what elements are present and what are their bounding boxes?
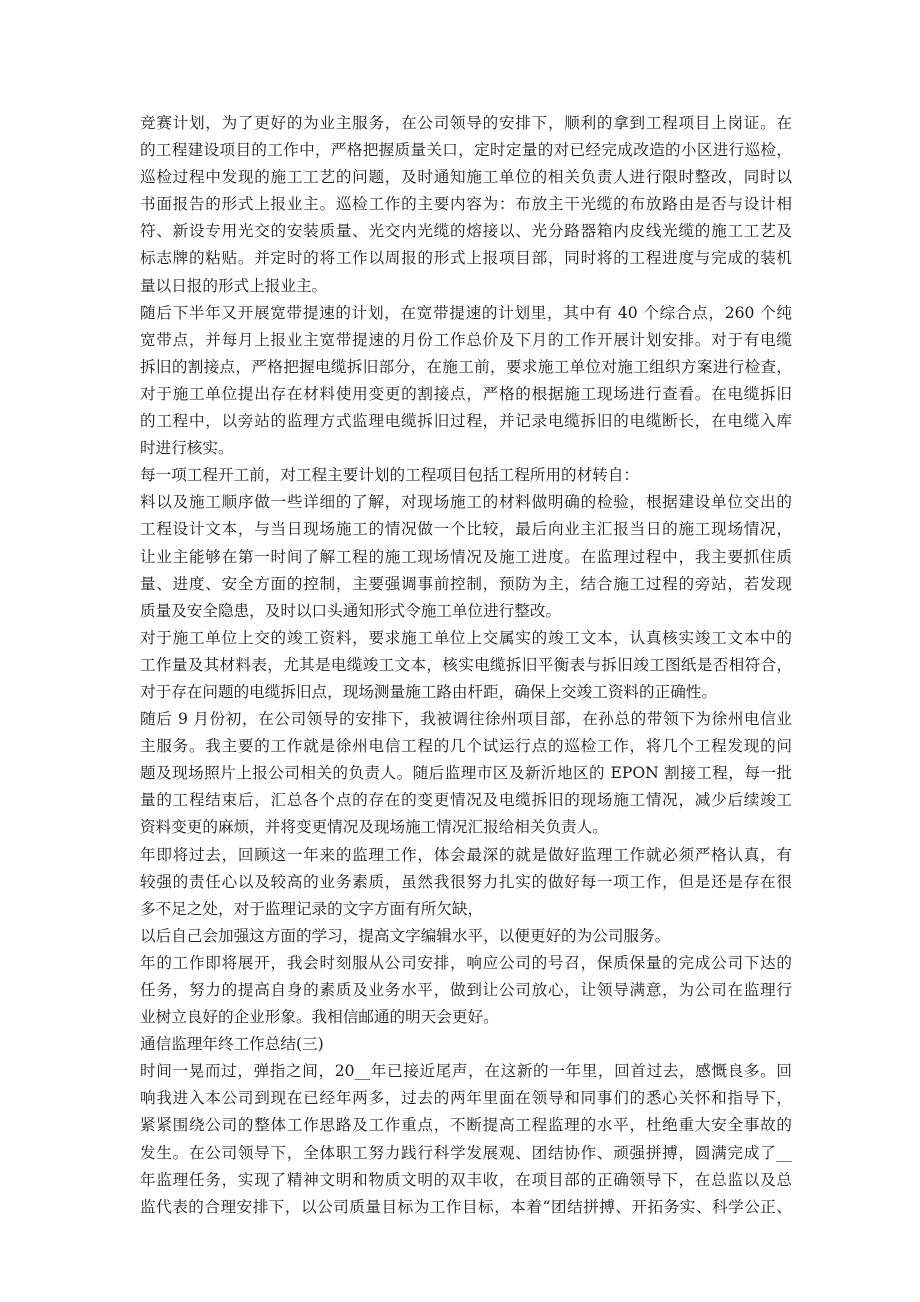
text-line: 的工程建设项目的工作中，严格把握质量关口，定时定量的对已经完成改造的小区进行巡检， — [140, 141, 792, 160]
document-body — [140, 110, 792, 1221]
text-line: 量、进度、安全方面的控制，主要强调事前控制，预防为主，结合施工过程的旁站，若发现 — [140, 574, 792, 593]
text-line: 时间一晃而过，弹指之间，20__年已接近尾声，在这新的一年里，回首过去，感慨良多。回 — [140, 1062, 792, 1081]
text-line: 巡检过程中发现的施工工艺的问题，及时通知施工单位的相关负责人进行限时整改，同时以 — [140, 168, 792, 187]
text-line: 题及现场照片上报公司相关的负责人。随后监理市区及新沂地区的 EPON 割接工程，每一批 — [140, 764, 792, 783]
text-line: 年即将过去，回顾这一年来的监理工作，体会最深的就是做好监理工作就必须严格认真，有 — [140, 845, 792, 864]
text-line: 响我进入本公司到现在已经年两多，过去的两年里面在领导和同事们的悉心关怀和指导下， — [140, 1089, 792, 1108]
text-line: 主服务。我主要的工作就是徐州电信工程的几个试运行点的巡检工作，将几个工程发现的问 — [140, 737, 792, 756]
text-line: 量的工程结束后，汇总各个点的存在的变更情况及电缆拆旧的现场施工情况，减少后续竣工 — [140, 791, 792, 810]
text-line: 质量及安全隐患，及时以口头通知形式令施工单位进行整改。 — [140, 601, 562, 620]
text-line: 紧紧围绕公司的整体工作思路及工作重点，不断提高工程监理的水平，杜绝重大安全事故的 — [140, 1116, 792, 1135]
text-line: 料以及施工顺序做一些详细的了解，对现场施工的材料做明确的检验，根据建设单位交出的 — [140, 493, 792, 512]
text-line: 书面报告的形式上报业主。巡检工作的主要内容为：布放主干光缆的布放路由是否与设计相 — [140, 195, 792, 214]
text-line: 以后自己会加强这方面的学习，提高文字编辑水平，以便更好的为公司服务。 — [140, 926, 671, 945]
text-line: 对于施工单位上交的竣工资料，要求施工单位上交属实的竣工文本，认真核实竣工文本中的 — [140, 628, 792, 647]
text-line: 业树立良好的企业形象。我相信邮通的明天会更好。 — [140, 1008, 499, 1027]
text-line: 资料变更的麻烦，并将变更情况及现场施工情况汇报给相关负责人。 — [140, 818, 608, 837]
text-line: 发生。在公司领导下，全体职工努力践行科学发展观、团结协作、顽强拼搏，圆满完成了__ — [140, 1143, 792, 1162]
text-line: 拆旧的割接点，严格把握电缆拆旧部分，在施工前，要求施工单位对施工组织方案进行检查， — [140, 357, 792, 376]
text-line: 每一项工程开工前，对工程主要计划的工程项目包括工程所用的材转自： — [140, 466, 640, 485]
text-line: 时进行核实。 — [140, 439, 234, 458]
text-line: 多不足之处，对于监理记录的文字方面有所欠缺， — [140, 899, 484, 918]
text-line: 对于施工单位提出存在材料使用变更的割接点，严格的根据施工现场进行查看。在电缆拆旧 — [140, 384, 792, 403]
text-line: 工程设计文本，与当日现场施工的情况做一个比较，最后向业主汇报当日的施工现场情况， — [140, 520, 792, 539]
text-line: 让业主能够在第一时间了解工程的施工现场情况及施工进度。在监理过程中，我主要抓住质 — [140, 547, 792, 566]
text-line: 随后 9 月份初，在公司领导的安排下，我被调往徐州项目部，在孙总的带领下为徐州电信业 — [140, 710, 792, 729]
text-line: 年监理任务，实现了精神文明和物质文明的双丰收，在项目部的正确领导下，在总监以及总 — [140, 1170, 792, 1189]
text-line: 符、新设专用光交的安装质量、光交内光缆的熔接以、光分路器箱内皮线光缆的施工工艺及 — [140, 222, 792, 241]
text-line: 随后下半年又开展宽带提速的计划，在宽带提速的计划里，其中有 40 个综合点，260 个纯 — [140, 303, 792, 322]
text-line: 标志牌的粘贴。并定时的将工作以周报的形式上报项目部，同时将的工程进度与完成的装机 — [140, 249, 792, 268]
text-line: 监代表的合理安排下，以公司质量目标为工作目标，本着“团结拼搏、开拓务实、科学公正、 — [140, 1197, 792, 1216]
text-line: 竞赛计划，为了更好的为业主服务，在公司领导的安排下，顺利的拿到工程项目上岗证。在 — [140, 114, 792, 132]
text-line: 较强的责任心以及较高的业务素质，虽然我很努力扎实的做好每一项工作，但是还是存在很 — [140, 872, 792, 891]
text-line: 宽带点，并每月上报业主宽带提速的月份工作总价及下月的工作开展计划安排。对于有电缆 — [140, 330, 792, 349]
text-line: 对于存在问题的电缆拆旧点，现场测量施工路由杆距，确保上交竣工资料的正确性。 — [140, 682, 717, 701]
text-line: 任务，努力的提高自身的素质及业务水平，做到让公司放心，让领导满意，为公司在监理行 — [140, 981, 792, 999]
text-line: 工作量及其材料表，尤其是电缆竣工文本，核实电缆拆旧平衡表与拆旧竣工图纸是否相符合， — [140, 655, 792, 674]
text-line: 年的工作即将展开，我会时刻服从公司安排，响应公司的号召，保质保量的完成公司下达的 — [140, 953, 792, 972]
text-line: 量以日报的形式上报业主。 — [140, 276, 328, 295]
text-line: 的工程中，以旁站的监理方式监理电缆拆旧过程，并记录电缆拆旧的电缆断长，在电缆入库 — [140, 412, 792, 431]
text-line: 通信监理年终工作总结(三) — [140, 1035, 324, 1054]
